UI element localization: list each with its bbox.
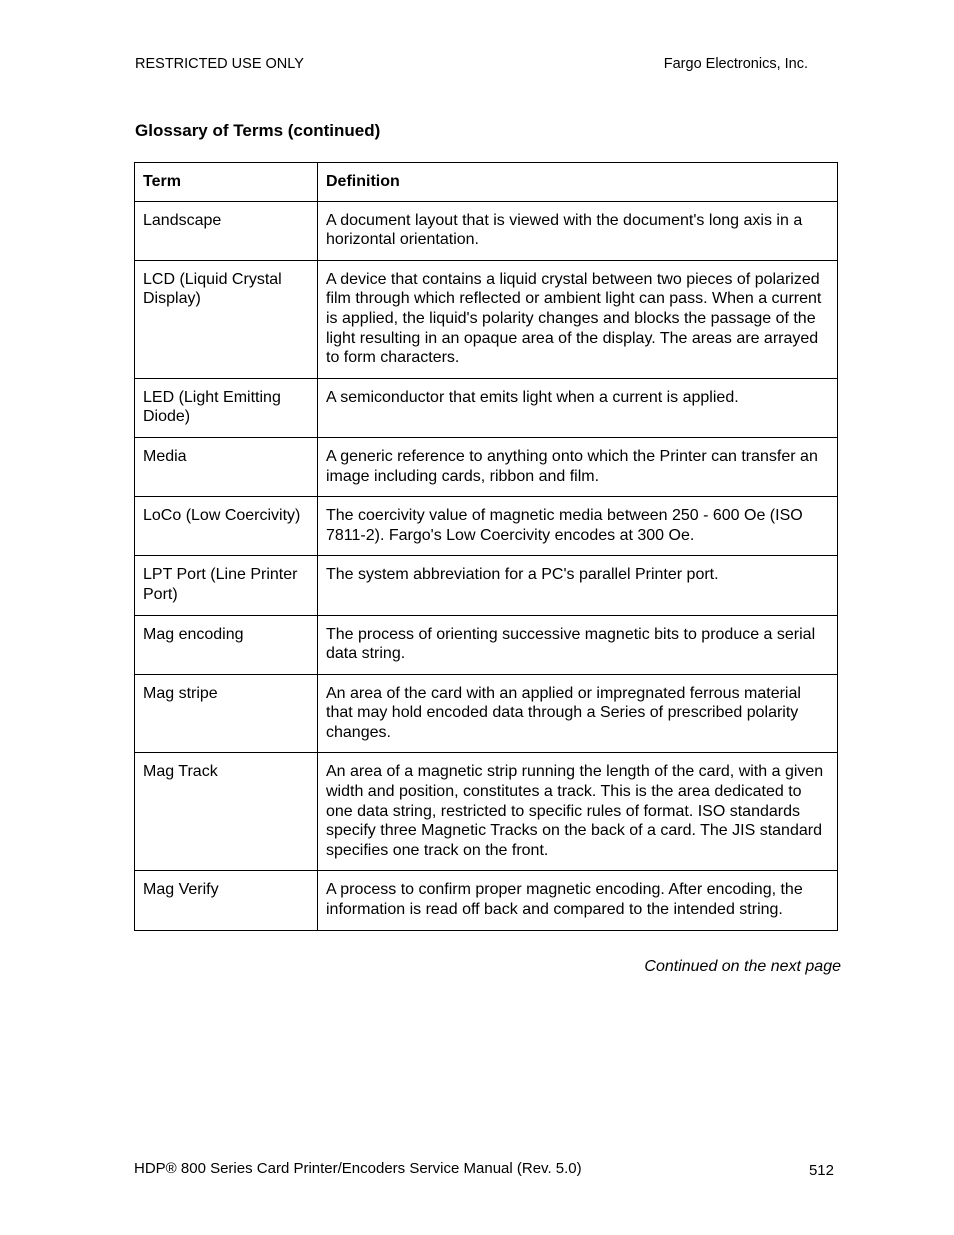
term-cell: Mag Track (135, 753, 318, 871)
term-cell: LED (Light Emitting Diode) (135, 378, 318, 437)
term-cell: Media (135, 437, 318, 496)
header-restricted-notice: RESTRICTED USE ONLY (135, 56, 304, 72)
table-row (135, 871, 838, 930)
definition-cell: The process of orienting successive magnetic bits to produce a serial data string. (318, 615, 838, 674)
table-row (135, 260, 838, 378)
table-row (135, 753, 838, 871)
table-row (135, 497, 838, 556)
table-row (135, 378, 838, 437)
footer-manual-title: HDP® 800 Series Card Printer/Encoders Service Manual (Rev. 5.0) (134, 1160, 582, 1177)
term-cell: Mag Verify (135, 871, 318, 930)
definition-cell: The coercivity value of magnetic media between 250 - 600 Oe (ISO 7811-2). Fargo's Low Coercivity encodes at 300 Oe. (318, 497, 838, 556)
definition-cell: A process to confirm proper magnetic encoding. After encoding, the information is read off back and compared to the intended string. (318, 871, 838, 930)
definition-cell: A generic reference to anything onto which the Printer can transfer an image including cards, ribbon and film. (318, 437, 838, 496)
definition-cell: An area of a magnetic strip running the length of the card, with a given width and position, constitutes a track. This is the area dedicated to one data string, restricted to specific rules of format. ISO standards specify three Magnetic Tracks on the back of a card. The JIS standard specifies one track on the front. (318, 753, 838, 871)
table-row (135, 674, 838, 753)
continued-note: Continued on the next page (644, 958, 841, 975)
term-cell: LoCo (Low Coercivity) (135, 497, 318, 556)
table-row (135, 615, 838, 674)
term-cell: LPT Port (Line Printer Port) (135, 556, 318, 615)
section-title: Glossary of Terms (continued) (135, 121, 381, 140)
term-cell: Mag encoding (135, 615, 318, 674)
term-cell: Landscape (135, 201, 318, 260)
term-cell: Mag stripe (135, 674, 318, 753)
table-row (135, 556, 838, 615)
definition-cell: A device that contains a liquid crystal between two pieces of polarized film through which reflected or ambient light can pass. When a current is applied, the liquid's polarity changes and blocks the passage of the light resulting in an opaque area of the display. The areas are arrayed to form characters. (318, 260, 838, 378)
footer-page-number: 512 (808, 1162, 834, 1179)
table-row (135, 437, 838, 496)
definition-cell: A document layout that is viewed with the document's long axis in a horizontal orientation. (318, 201, 838, 260)
definition-cell: The system abbreviation for a PC's parallel Printer port. (318, 556, 838, 615)
header-company-name: Fargo Electronics, Inc. (663, 56, 808, 72)
definition-cell: An area of the card with an applied or impregnated ferrous material that may hold encoded data through a Series of prescribed polarity changes. (318, 674, 838, 753)
term-cell: LCD (Liquid Crystal Display) (135, 260, 318, 378)
table-row (135, 201, 838, 260)
column-header-term: Term (135, 163, 318, 202)
column-header-definition: Definition (318, 163, 838, 202)
table-header-row (135, 163, 838, 202)
definition-cell: A semiconductor that emits light when a current is applied. (318, 378, 838, 437)
glossary-table (134, 162, 838, 931)
